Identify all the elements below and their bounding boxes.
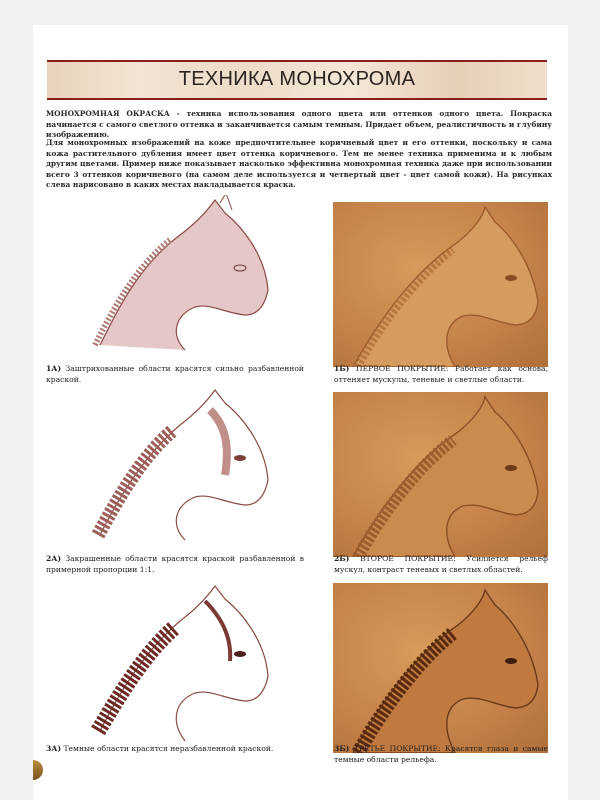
page-title: ТЕХНИКА МОНОХРОМА: [178, 68, 416, 90]
caption-2a-text: Закрашенные области красятся краской разбавленной в примерной пропорции 1:1.: [46, 554, 304, 574]
horse-sketch-3a-image: [60, 581, 275, 746]
caption-2b-text: ВТОРОЕ ПОКРЫТИЕ: Усиляется рельеф мускул, контраст теневых и светлых областей.: [334, 554, 548, 574]
caption-3a: [46, 743, 304, 754]
horse-sketch-2a-image: [60, 385, 275, 545]
caption-3b-num: 3Б): [334, 744, 350, 753]
caption-1b-num: 1Б): [334, 364, 350, 373]
caption-3a-num: 3А): [46, 744, 62, 753]
title-banner: [47, 60, 547, 100]
caption-3b-text: ТРЕТЬЕ ПОКРЫТИЕ: Красятся глаза и самые темные области рельефа.: [334, 744, 548, 764]
caption-1a-num: 1А): [46, 364, 62, 373]
caption-1b: [334, 363, 548, 385]
caption-3a-text: Темные области красятся неразбавленной краской.: [63, 744, 274, 753]
caption-3b: [334, 743, 548, 765]
caption-2b: [334, 553, 548, 575]
intro-paragraph-2: Для монохромных изображений на коже предпочтительнее коричневый цвет и его оттенки, поскольку и сама кожа растительного дубления имеет цвет оттенка коричневого. Тем не менее техника применима и к любым другим цветами. Пример ниже показывает насколько эффективна монохромная техника даже при использовании всего 3 оттенков коричневого (на самом деле используется и четвертый цвет - цвет самой кожи). На рисунках слева нарисовано в каких местах накладывается краска.: [46, 138, 552, 190]
horse-sketch-1a-image: [60, 195, 275, 355]
horse-leather-2b-image: [333, 392, 548, 557]
horse-leather-1b-image: [333, 202, 548, 367]
caption-2b-num: 2Б): [334, 554, 350, 563]
intro-paragraph-1: МОНОХРОМНАЯ ОКРАСКА - техника использования одного цвета или оттенков одного цвета. Покраска начинается с самого светлого оттенка и заканчивается самым темным. Придает объем, реалистичность и глубину изображению.: [46, 109, 552, 140]
horse-leather-3b-image: [333, 583, 548, 753]
caption-2a-num: 2А): [46, 554, 62, 563]
caption-2a: [46, 553, 304, 575]
caption-1a: [46, 363, 304, 385]
caption-1b-text: ПЕРВОЕ ПОКРЫТИЕ: Работает как основа, оттеняет мускулы, теневые и светлые области.: [334, 364, 548, 384]
caption-1a-text: Заштрихованные области красятся сильно разбавленной краской.: [46, 364, 304, 384]
page: [33, 25, 568, 800]
